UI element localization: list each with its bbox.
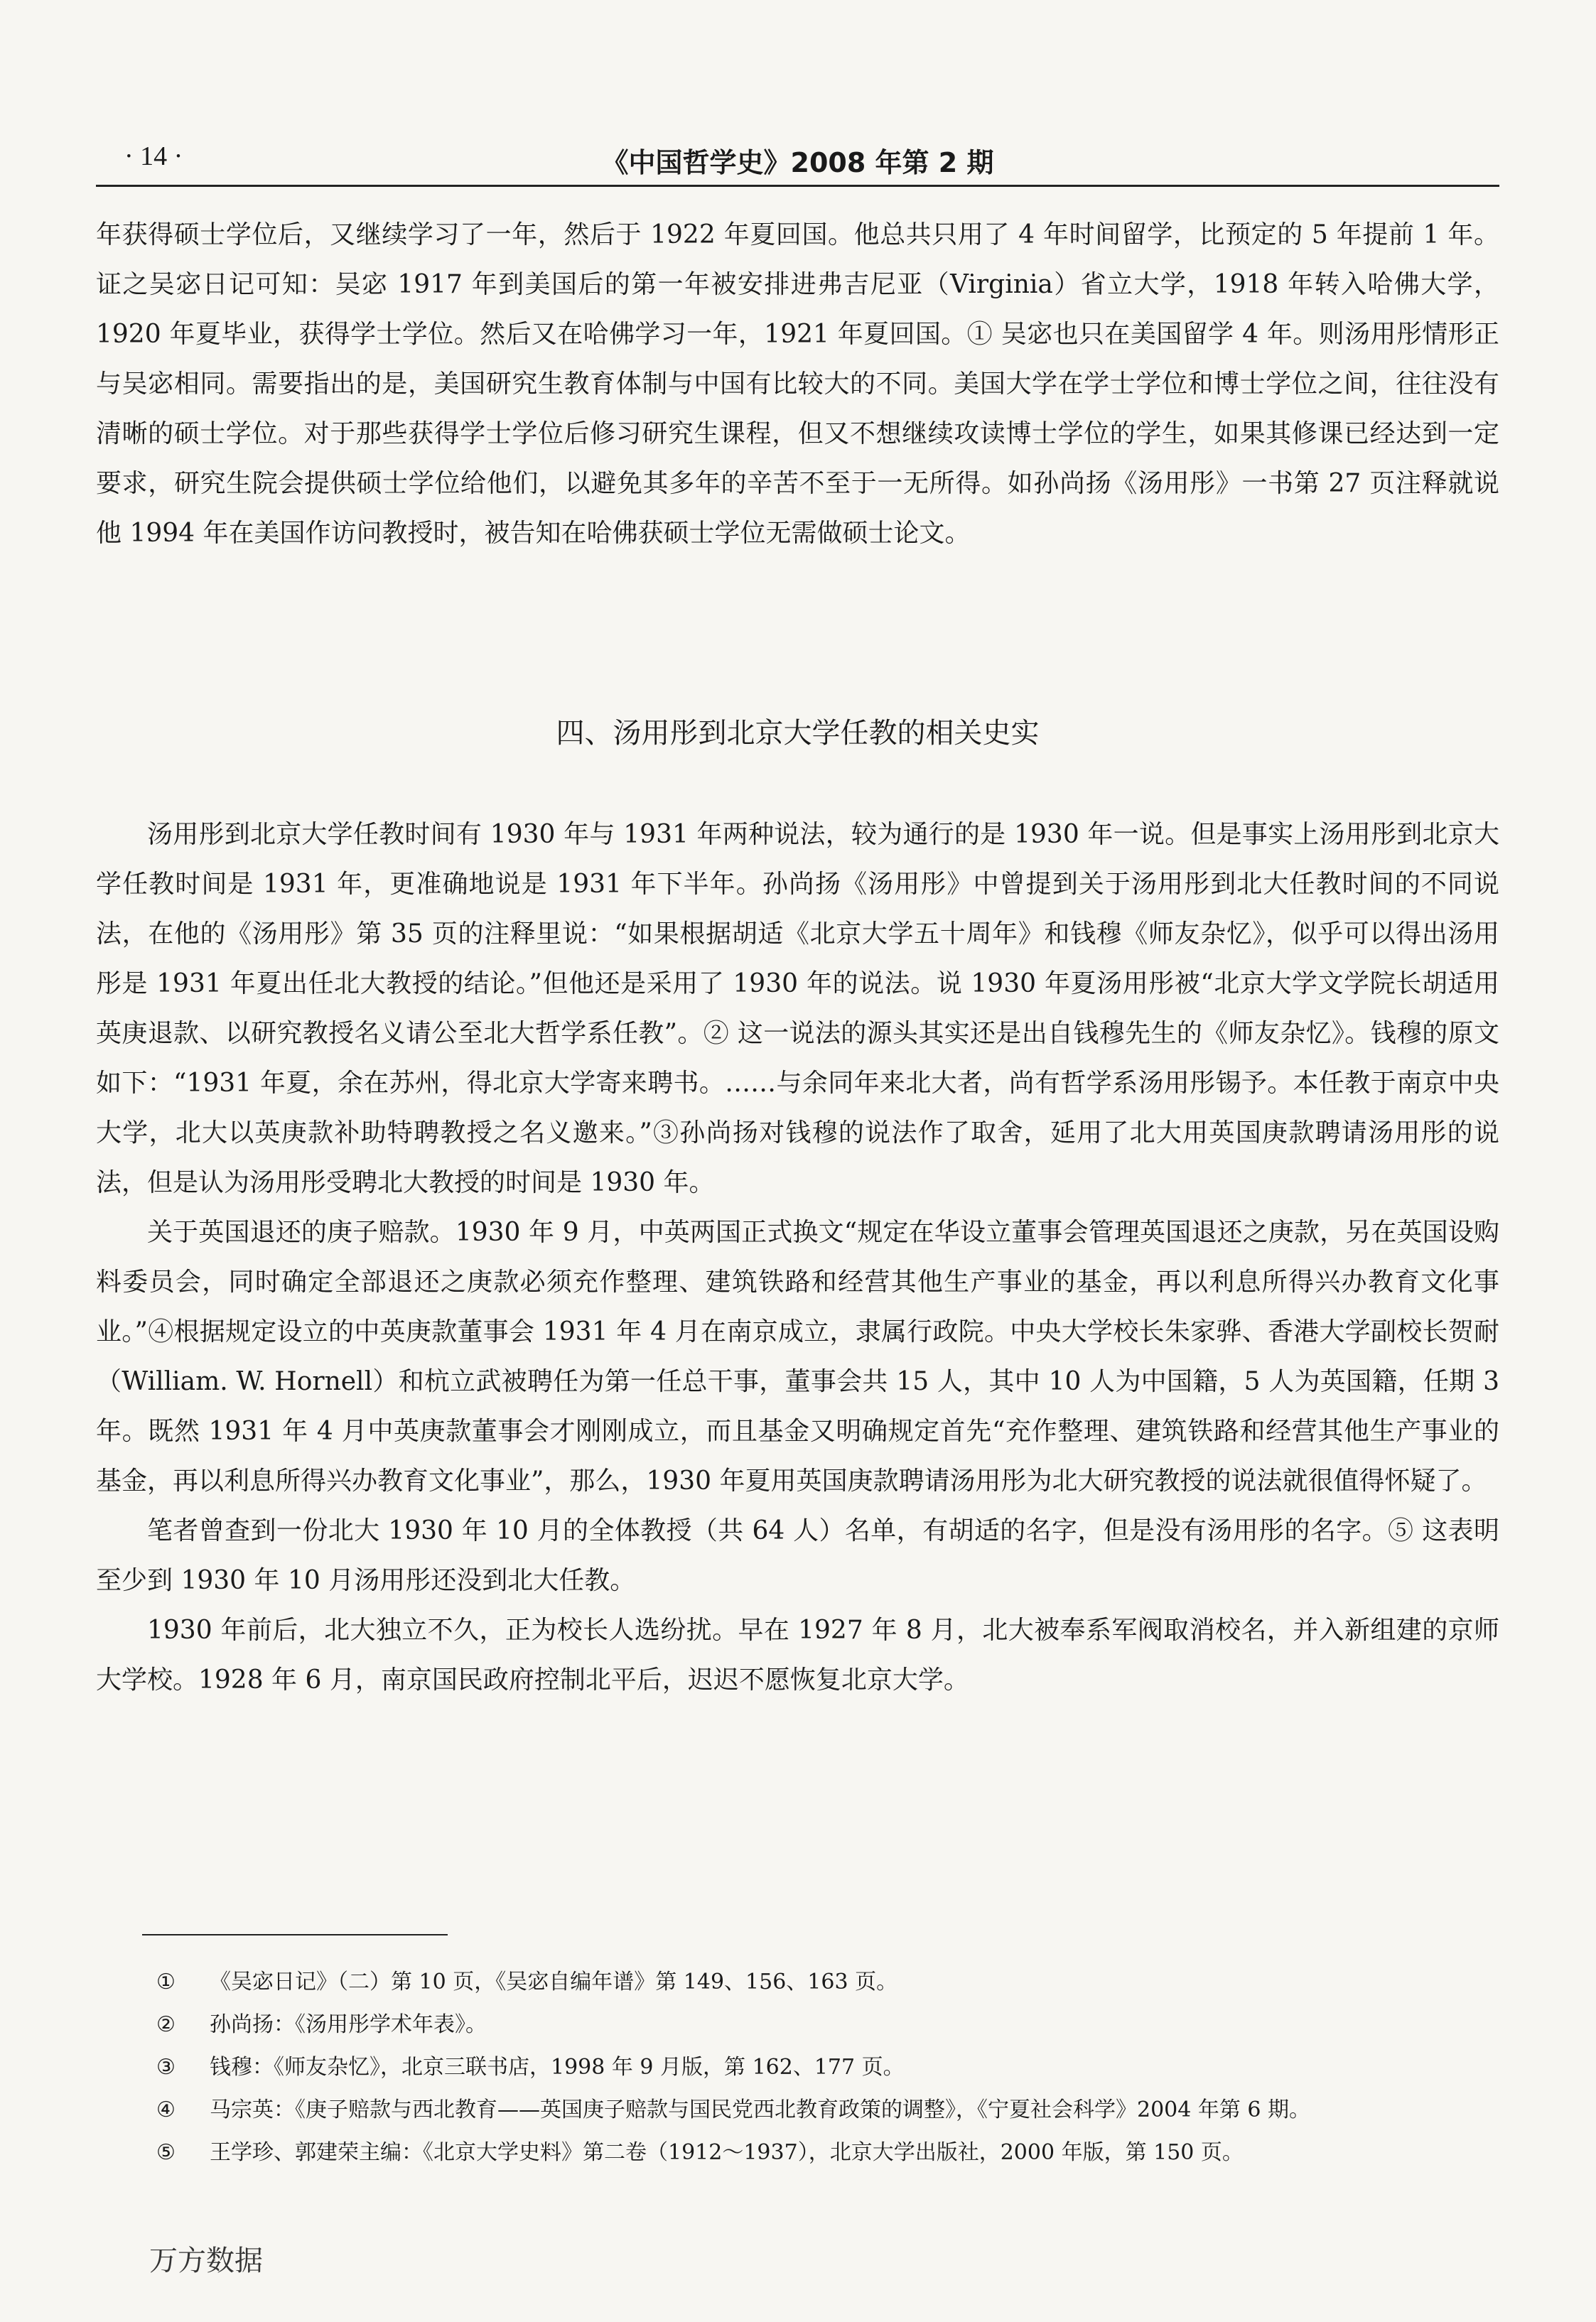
section-heading: 四、汤用彤到北京大学任教的相关史实 <box>556 717 1040 750</box>
running-header <box>96 135 1499 187</box>
footnote <box>156 2004 1499 2046</box>
footnote-mark: ① <box>156 1970 176 1994</box>
footnote-mark: ② <box>156 2012 176 2037</box>
footnote-divider <box>142 1934 448 1935</box>
footnote-mark: ⑤ <box>156 2140 176 2165</box>
paragraph: 笔者曾查到一份北大 1930 年 10 月的全体教授（共 64 人）名单，有胡适的名字，但是没有汤用彤的名字。⑤ 这表明至少到 1930 年 10 月汤用彤还没到北大任教。 <box>96 1516 1499 1595</box>
footnote-mark: ④ <box>156 2097 176 2122</box>
page-number: · 14 · <box>124 141 183 171</box>
paragraph: 关于英国退还的庚子赔款。1930 年 9 月，中英两国正式换文“规定在华设立董事会管理英国退还之庚款，另在英国设购料委员会，同时确定全部退还之庚款必须充作整理、建筑铁路和经营其他生产事业的基金，再以利息所得兴办教育文化事业。”④根据规定设立的中英庚款董事会 1931 年 4 月在南京成立，隶属行政院。中央大学校长朱家骅、香港大学副校长贺耐（William. W. Hornell）和杭立武被聘任为第一任总干事，董事会共 15 人，其中 10 人为中国籍，5 人为英国籍，任期 3 年。既然 1931 年 4 月中英庚款董事会才刚刚成立，而且基金又明确规定首先“充作整理、建筑铁路和经营其他生产事业的基金，再以利息所得兴办教育文化事业”，那么，1930 年夏用英国庚款聘请汤用彤为北大研究教授的说法就很值得怀疑了。 <box>96 1218 1499 1496</box>
footnote <box>156 2089 1499 2132</box>
footnote-text: 钱穆：《师友杂忆》，北京三联书店，1998 年 9 月版，第 162、177 页。 <box>210 2055 905 2080</box>
paragraph: 年获得硕士学位后，又继续学习了一年，然后于 1922 年夏回国。他总共只用了 4 年时间留学，比预定的 5 年提前 1 年。证之吴宓日记可知：吴宓 1917 年到美国后的第一年被安排进弗吉尼亚（Virginia）省立大学，1918 年转入哈佛大学，1920 年夏毕业，获得学士学位。然后又在哈佛学习一年，1921 年夏回国。① 吴宓也只在美国留学 4 年。则汤用彤情形正与吴宓相同。需要指出的是，美国研究生教育体制与中国有比较大的不同。美国大学在学士学位和博士学位之间，往往没有清晰的硕士学位。对于那些获得学士学位后修习研究生课程，但又不想继续攻读博士学位的学生，如果其修课已经达到一定要求，研究生院会提供硕士学位给他们，以避免其多年的辛苦不至于一无所得。如孙尚扬《汤用彤》一书第 27 页注释就说他 1994 年在美国作访问教授时，被告知在哈佛获硕士学位无需做硕士论文。 <box>96 220 1499 548</box>
footnote-mark: ③ <box>156 2055 176 2080</box>
footnote <box>156 1961 1499 2004</box>
footnote-text: 孙尚扬：《汤用彤学术年表》。 <box>210 2012 487 2037</box>
footnote-text: 王学珍、郭建荣主编：《北京大学史料》第二卷（1912～1937），北京大学出版社，2000 年版，第 150 页。 <box>210 2140 1244 2165</box>
footnote <box>156 2046 1499 2089</box>
paragraph: 1930 年前后，北大独立不久，正为校长人选纷扰。早在 1927 年 8 月，北大被奉系军阀取消校名，并入新组建的京师大学校。1928 年 6 月，南京国民政府控制北平后，迟迟不愿恢复北京大学。 <box>96 1616 1499 1695</box>
text-block-main <box>96 810 1499 1705</box>
footnotes <box>156 1961 1499 2174</box>
footnote-text: 《吴宓日记》（二）第 10 页，《吴宓自编年谱》第 149、156、163 页。 <box>210 1970 898 1994</box>
journal-title: 《中国哲学史》2008 年第 2 期 <box>601 147 994 178</box>
footnote-text: 马宗英：《庚子赔款与西北教育——英国庚子赔款与国民党西北教育政策的调整》，《宁夏社会科学》2004 年第 6 期。 <box>210 2097 1311 2122</box>
paragraph: 汤用彤到北京大学任教时间有 1930 年与 1931 年两种说法，较为通行的是 1930 年一说。但是事实上汤用彤到北京大学任教时间是 1931 年，更准确地说是 1931 年下半年。孙尚扬《汤用彤》中曾提到关于汤用彤到北大任教时间的不同说法，在他的《汤用彤》第 35 页的注释里说：“如果根据胡适《北京大学五十周年》和钱穆《师友杂忆》，似乎可以得出汤用彤是 1931 年夏出任北大教授的结论。”但他还是采用了 1930 年的说法。说 1930 年夏汤用彤被“北京大学文学院长胡适用英庚退款、以研究教授名义请公至北大哲学系任教”。② 这一说法的源头其实还是出自钱穆先生的《师友杂忆》。钱穆的原文如下：“1931 年夏，余在苏州，得北京大学寄来聘书。……与余同年来北大者，尚有哲学系汤用彤锡予。本任教于南京中央大学，北大以英庚款补助特聘教授之名义邀来。”③孙尚扬对钱穆的说法作了取舍，延用了北大用英国庚款聘请汤用彤的说法，但是认为汤用彤受聘北大教授的时间是 1930 年。 <box>96 820 1499 1197</box>
footnote <box>156 2132 1499 2174</box>
text-block-top <box>96 210 1499 558</box>
watermark: 万方数据 <box>149 2245 263 2277</box>
